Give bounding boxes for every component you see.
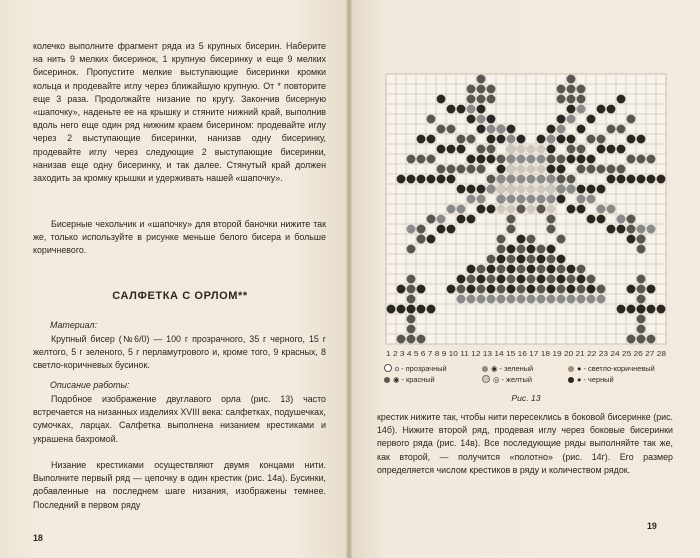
legend-item-red: ◉ - красный [384, 374, 435, 385]
figure-caption: Рис. 13 [511, 393, 541, 403]
legend-item-green: ◉ - зеленый [482, 363, 533, 374]
section-title: САЛФЕТКА С ОРЛОМ** [112, 290, 248, 302]
materials-text: Крупный бисер (№6/0) — 100 г прозрачного, 35 г черного, 15 г желтого, 5 г зеленого, 5 г перламутрового и, кроме того, 9 красных, 8 светло-коричневых бусинок. [33, 334, 326, 371]
right-page [352, 0, 700, 558]
green-bead-icon [482, 366, 488, 372]
legend-item-black: ● - черный [568, 374, 614, 385]
legend-item-clear: о - прозрачный [384, 363, 447, 374]
paragraph-3: Подобное изображение двуглавого орла (рис. 13) часто встречается на низанных изделиях XVIII века: салфетках, подушечках, сумочках, ларцах. Салфетка выполнена низанием крестиками и украшена бахромой. [33, 394, 326, 444]
clear-bead-icon [384, 364, 392, 372]
pattern-grid-svg [382, 70, 676, 360]
paragraph-4: Низание крестиками осуществляют двумя концами нити. Выполните первый ряд — цепочку в один крестик (рис. 14а). Бусинки, добавленные на последнем шаге низания, изображены темнее. Последний в первом ряду [33, 460, 326, 510]
paragraph-5: крестик нижите так, чтобы нити пересеклись в боковой бисеринке (рис. 14б). Нижите второй ряд, продевая иглу через боковые бисеринки первого ряда (рис. 14в). Все последующие ряды выполняйте так же, как второй, — получится «полотно» (рис. 14г). Его размер определяется числом крестиков в ряду и количеством рядок. [377, 412, 673, 475]
left-page [0, 0, 348, 558]
paragraph-1: колечко выполните фрагмент ряда из 5 крупных бисерин. Наберите на нить 9 мелких бисеринок, 1 крупную бисеринку и еще 9 мелких бисеринок. Пропустите мелкие выступающие бисеринки кромки кольца и продевайте иглу через ближайшую крупную. От * повторите еще 3 раза. Продолжайте низание по кругу. Закончив бисерную «шапочку», наденьте ее на крышку и стяните нижний край, выполнив вдоль него еще один ряд нижним краем бисерином: продевайте иглу через 2 выступающие бисеринки, нанизав одну бисеринку, продевайте иглу через следующие 2 выступающие бисеринки, нанизав еще одну бисеринку, и так далее. Стянутый край должен заходить за кромку крышки и удерживать нашей «шапочку». [33, 41, 326, 184]
yellow-bead-icon [482, 375, 490, 383]
legend-item-light-brown: ● - светло-коричневый [568, 363, 655, 374]
paragraph-2: Бисерные чехольчик и «шапочку» для второй баночки нижите так же, только используйте в рисунке меньше белого бисера и больше коричневого. [33, 219, 326, 256]
work-label: Описание работы: [50, 380, 130, 390]
black-bead-icon [568, 377, 574, 383]
legend-item-yellow: ◎ - желтый [482, 374, 532, 385]
materials-label: Материал: [50, 320, 97, 330]
axis-column-numbers: 1 2 3 4 5 6 7 8 9 10 11 12 13 14 15 16 17 18 19 20 21 22 23 24 25 26 27 28 [386, 349, 666, 358]
pattern-legend [374, 363, 684, 385]
red-bead-icon [384, 377, 390, 383]
page-number-left: 18 [33, 533, 43, 543]
light-brown-bead-icon [568, 366, 574, 372]
eagle-bead-pattern [382, 70, 676, 360]
page-number-right: 19 [647, 521, 657, 531]
